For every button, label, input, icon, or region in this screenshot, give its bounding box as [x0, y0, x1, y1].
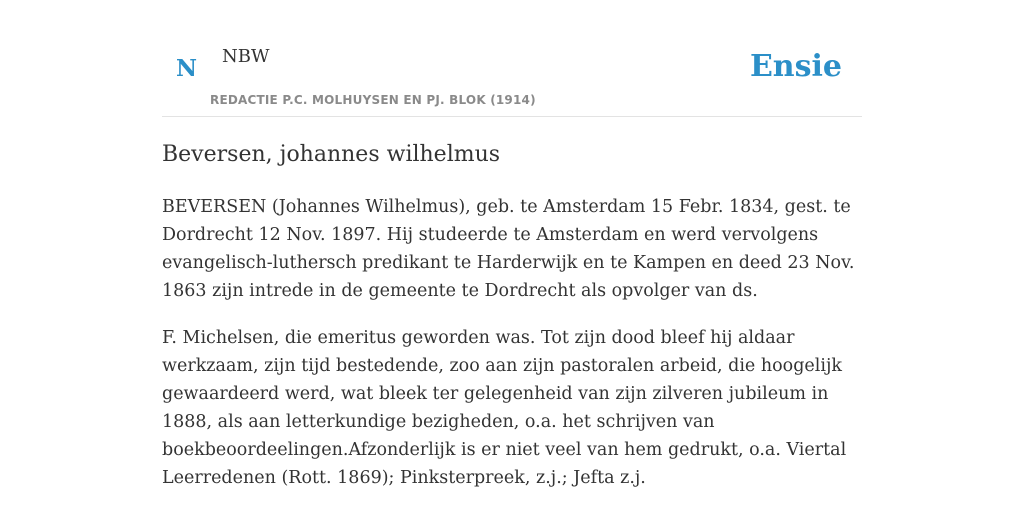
article-page: [162, 0, 862, 488]
paragraph: F. Michelsen, die emeritus geworden was. Tot zijn dood bleef hij aldaar werkzaam, zijn tijd bestedende, zoo aan zijn pastoralen arbeid, die hoogelijk gewaardeerd werd, wat bleek ter gelegenheid van zijn zilveren jubileum in 1888, als aan letterkundige bezigheden, o.a. het schrijven van boekbeoordeelingen.Afzonderlijk is er niet veel van hem gedrukt, o.a. Viertal Leerredenen (Rott. 1869); Pinksterpreek, z.j.; Jefta z.j.: [162, 328, 847, 488]
editors-line: REDACTIE P.C. MOLHUYSEN EN PJ. BLOK (1914): [210, 93, 536, 107]
brand-logo[interactable]: Ensie: [749, 49, 842, 84]
article-body: [162, 193, 862, 511]
header: [162, 0, 862, 117]
collection-logo[interactable]: N: [176, 55, 198, 82]
collection-name[interactable]: NBW: [222, 46, 270, 67]
paragraph: BEVERSEN (Johannes Wilhelmus), geb. te Amsterdam 15 Febr. 1834, gest. te Dordrecht 12 Nov. 1897. Hij studeerde te Amsterdam en werd vervolgens evangelisch-luthersch predikant te Harderwijk en te Kampen en deed 23 Nov. 1863 zijn intrede in de gemeente te Dordrecht als opvolger van ds.: [162, 197, 855, 301]
page-title: Beversen, johannes wilhelmus: [162, 142, 501, 167]
